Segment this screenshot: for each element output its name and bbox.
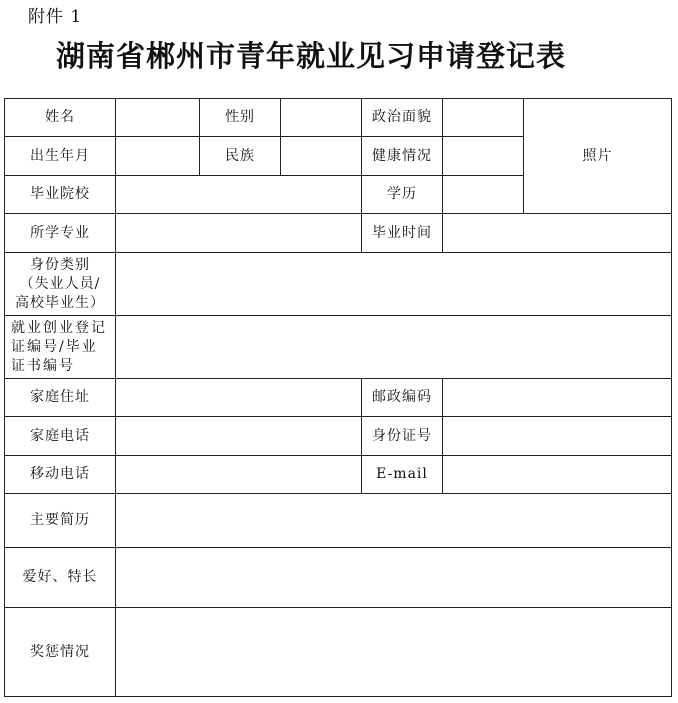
label-name: 姓名 [5,99,116,137]
photo-box[interactable]: 照片 [524,99,672,214]
form-row-registration [5,316,672,379]
label-home-address: 家庭住址 [5,379,116,417]
form-row-address [5,379,672,417]
field-email[interactable] [443,456,672,494]
field-birth-date[interactable] [116,137,200,176]
label-postal-code: 邮政编码 [362,379,443,417]
field-political-status[interactable] [443,99,524,137]
field-name[interactable] [116,99,200,137]
field-mobile[interactable] [116,456,362,494]
label-email: E-mail [362,456,443,494]
registration-form-table [4,98,672,697]
label-school: 毕业院校 [5,176,116,214]
label-birth-date: 出生年月 [5,137,116,176]
field-home-phone[interactable] [116,417,362,456]
form-row-identity [5,253,672,316]
label-mobile: 移动电话 [5,456,116,494]
label-hobbies: 爱好、特长 [5,548,116,608]
field-education[interactable] [443,176,524,214]
form-row-basic [5,99,672,137]
field-health[interactable] [443,137,524,176]
field-graduation-time[interactable] [443,214,672,253]
form-row-resume [5,494,672,548]
page-title: 湖南省郴州市青年就业见习申请登记表 [56,39,567,73]
field-school[interactable] [116,176,362,214]
field-major[interactable] [116,214,362,253]
form-row-major [5,214,672,253]
field-identity-type[interactable] [116,253,672,316]
form-row-awards [5,608,672,697]
field-id-number[interactable] [443,417,672,456]
label-education: 学历 [362,176,443,214]
label-awards: 奖惩情况 [5,608,116,697]
form-row-home-phone [5,417,672,456]
label-home-phone: 家庭电话 [5,417,116,456]
label-major: 所学专业 [5,214,116,253]
label-resume: 主要简历 [5,494,116,548]
field-awards[interactable] [116,608,672,697]
label-graduation-time: 毕业时间 [362,214,443,253]
attachment-label: 附件 1 [28,7,83,27]
form-row-mobile [5,456,672,494]
field-gender[interactable] [281,99,362,137]
field-hobbies[interactable] [116,548,672,608]
label-ethnicity: 民族 [200,137,281,176]
label-political-status: 政治面貌 [362,99,443,137]
label-health: 健康情况 [362,137,443,176]
label-id-number: 身份证号 [362,417,443,456]
label-registration-number: 就业创业登记 证编号/毕业 证书编号 [5,316,116,379]
field-resume[interactable] [116,494,672,548]
label-gender: 性别 [200,99,281,137]
field-registration-number[interactable] [116,316,672,379]
form-row-hobbies [5,548,672,608]
field-postal-code[interactable] [443,379,672,417]
field-home-address[interactable] [116,379,362,417]
field-ethnicity[interactable] [281,137,362,176]
label-identity-type: 身份类别 （失业人员/ 高校毕业生） [5,253,116,316]
